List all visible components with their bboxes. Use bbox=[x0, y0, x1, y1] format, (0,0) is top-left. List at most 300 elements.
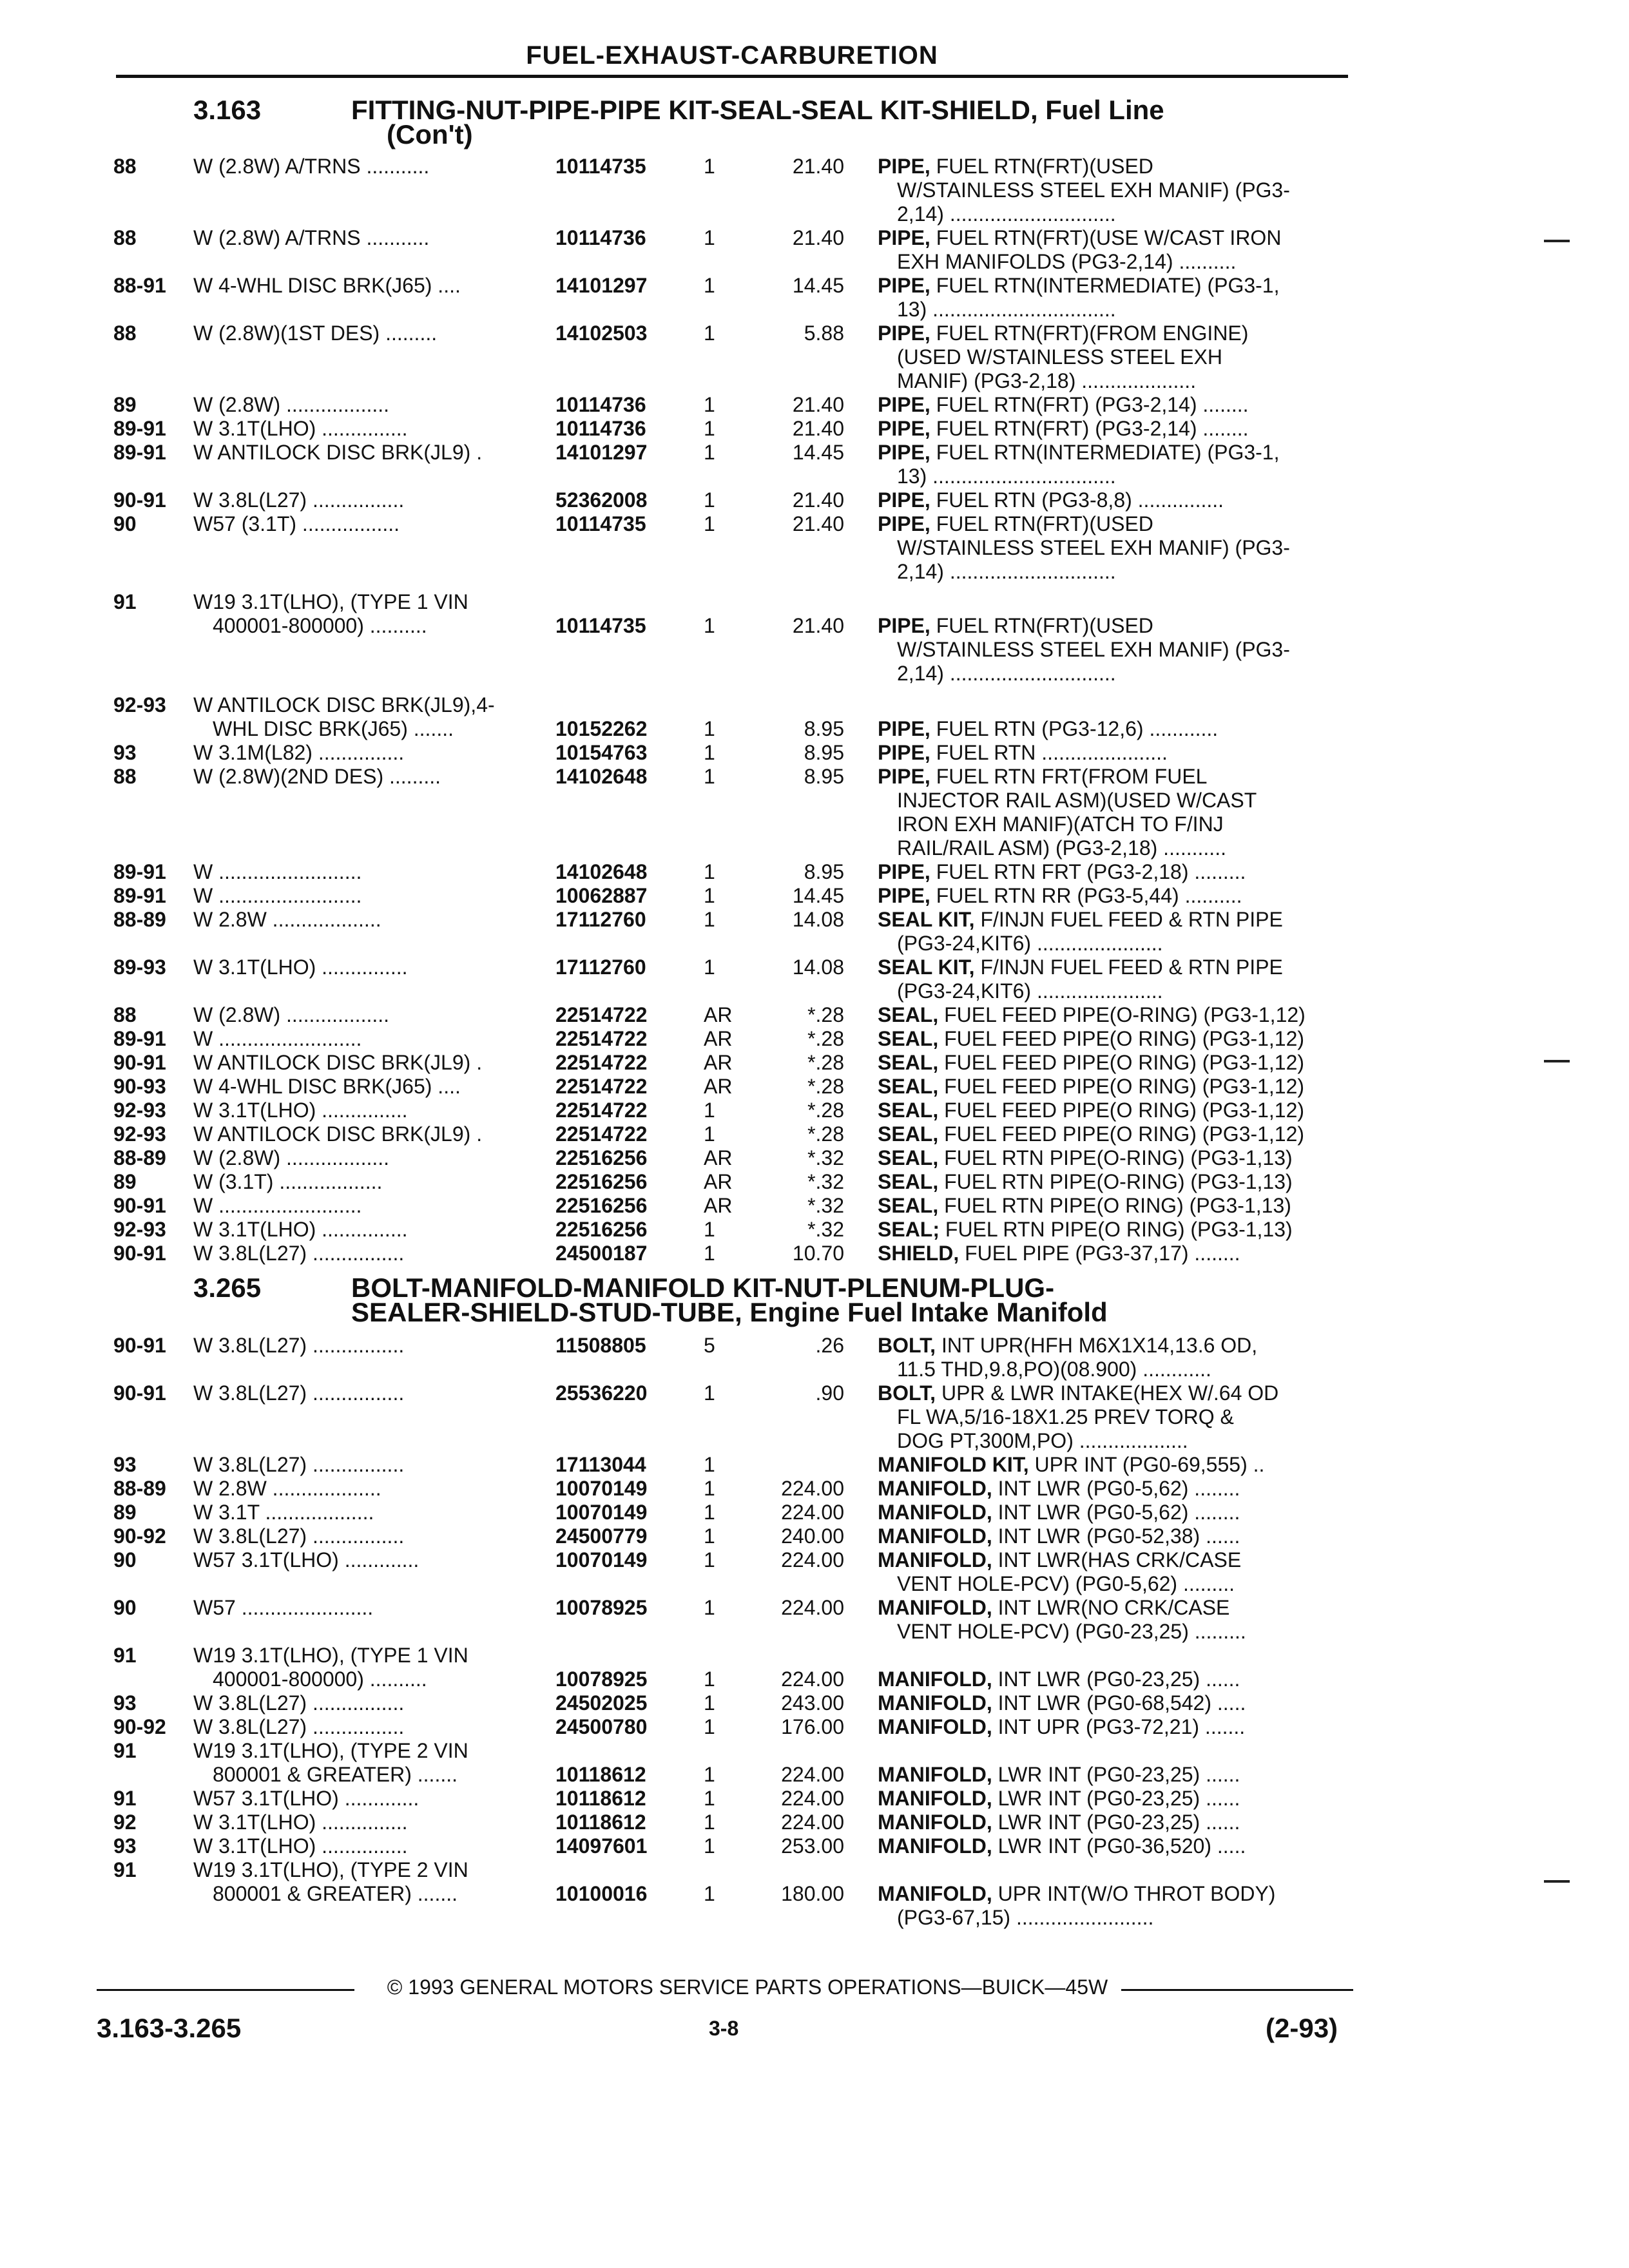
part-description bbox=[878, 322, 1354, 393]
section-title: BOLT-MANIFOLD-MANIFOLD KIT-NUT-PLENUM-PLUG- bbox=[351, 1273, 1055, 1303]
price: 21.40 bbox=[792, 393, 844, 416]
part-detail: FUEL RTN(INTERMEDIATE) (PG3-1, bbox=[936, 274, 1280, 297]
part-description bbox=[878, 1882, 1354, 1930]
part-number: 10114736 bbox=[555, 417, 646, 440]
price: 224.00 bbox=[781, 1477, 844, 1500]
part-detail: INT LWR (PG0-5,62) ........ bbox=[998, 1501, 1240, 1524]
part-description-line bbox=[878, 1429, 1354, 1453]
table-row bbox=[0, 1051, 1629, 1073]
quantity: 1 bbox=[704, 1882, 715, 1905]
application-desc: W ANTILOCK DISC BRK(JL9) . bbox=[193, 441, 483, 464]
model-year: 93 bbox=[113, 741, 137, 764]
section-number: 3.163 bbox=[193, 95, 262, 125]
margin-tick bbox=[1544, 240, 1570, 242]
table-row bbox=[0, 488, 1629, 510]
part-detail: MANIF) (PG3-2,18) .................... bbox=[897, 369, 1197, 392]
model-year: 90 bbox=[113, 1548, 137, 1571]
part-number: 10118612 bbox=[555, 1763, 646, 1786]
part-detail: (PG3-24,KIT6) ...................... bbox=[897, 932, 1163, 955]
part-number: 10078925 bbox=[555, 1667, 648, 1691]
application-desc: W57 3.1T(LHO) ............. bbox=[193, 1787, 419, 1810]
part-detail: EXH MANIFOLDS (PG3-2,14) .......... bbox=[897, 250, 1237, 273]
application-desc: W 3.1T(LHO) ............... bbox=[193, 1218, 408, 1241]
model-year: 89-93 bbox=[113, 956, 166, 979]
part-name: SEAL; bbox=[878, 1218, 940, 1241]
part-description bbox=[878, 1075, 1354, 1099]
price: 253.00 bbox=[781, 1834, 844, 1858]
quantity: 1 bbox=[704, 155, 715, 178]
table-row bbox=[0, 155, 1629, 226]
footer-rule-right bbox=[1121, 1989, 1353, 1991]
table-row bbox=[0, 1075, 1629, 1097]
price: 14.08 bbox=[792, 908, 844, 931]
part-name: SEAL, bbox=[878, 1003, 939, 1026]
part-description-line bbox=[878, 1524, 1354, 1548]
part-description bbox=[878, 1453, 1354, 1477]
part-name: MANIFOLD, bbox=[878, 1763, 992, 1786]
application-desc-cont: WHL DISC BRK(J65) ....... bbox=[213, 717, 454, 740]
quantity: 1 bbox=[704, 908, 715, 931]
part-description-line bbox=[878, 250, 1354, 274]
model-year: 90-91 bbox=[113, 1051, 166, 1074]
price: 8.95 bbox=[804, 717, 844, 740]
quantity: 1 bbox=[704, 1453, 715, 1476]
application-desc: W 2.8W ................... bbox=[193, 908, 381, 931]
price: *.28 bbox=[807, 1003, 844, 1026]
model-year: 88 bbox=[113, 155, 137, 178]
application-desc: W57 (3.1T) ................. bbox=[193, 512, 400, 535]
part-description-line bbox=[878, 1405, 1354, 1429]
price: 176.00 bbox=[781, 1715, 844, 1738]
application-desc-cont: 800001 & GREATER) ....... bbox=[213, 1763, 458, 1786]
table-row bbox=[0, 1787, 1629, 1809]
part-detail: INT LWR (PG0-5,62) ........ bbox=[998, 1477, 1240, 1500]
price: 21.40 bbox=[792, 417, 844, 440]
part-name: MANIFOLD, bbox=[878, 1477, 992, 1500]
price: *.32 bbox=[807, 1194, 844, 1217]
part-detail: (PG3-67,15) ........................ bbox=[897, 1906, 1154, 1929]
model-year: 88-89 bbox=[113, 1146, 166, 1169]
table-row bbox=[0, 1242, 1629, 1264]
part-description bbox=[878, 1501, 1354, 1524]
part-detail: FUEL RTN PIPE(O-RING) (PG3-1,13) bbox=[944, 1146, 1293, 1169]
part-detail: FUEL FEED PIPE(O RING) (PG3-1,12) bbox=[944, 1122, 1305, 1146]
part-name: MANIFOLD, bbox=[878, 1548, 992, 1571]
application-desc: W (2.8W) .................. bbox=[193, 393, 390, 416]
application-desc: W 3.1T(LHO) ............... bbox=[193, 1834, 408, 1858]
application-desc: W19 3.1T(LHO), (TYPE 1 VIN bbox=[193, 1644, 468, 1667]
table-row bbox=[0, 1477, 1629, 1499]
price: *.28 bbox=[807, 1075, 844, 1098]
application-desc: W (2.8W) .................. bbox=[193, 1146, 390, 1169]
part-number: 11508805 bbox=[555, 1334, 646, 1357]
table-row bbox=[0, 693, 1629, 740]
table-row bbox=[0, 1501, 1629, 1523]
part-description-line bbox=[878, 178, 1354, 202]
part-detail: FUEL RTN FRT (PG3-2,18) ......... bbox=[936, 860, 1246, 883]
table-row bbox=[0, 741, 1629, 763]
price: 224.00 bbox=[781, 1596, 844, 1619]
model-year: 89-91 bbox=[113, 860, 166, 883]
part-name: PIPE, bbox=[878, 155, 930, 178]
part-detail: FUEL FEED PIPE(O RING) (PG3-1,12) bbox=[944, 1099, 1305, 1122]
part-description-line bbox=[878, 789, 1354, 812]
part-detail: 2,14) ............................. bbox=[897, 202, 1116, 226]
application-desc: W ......................... bbox=[193, 1194, 362, 1217]
table-row bbox=[0, 1453, 1629, 1475]
part-description-line bbox=[878, 908, 1354, 932]
application-desc: W 3.1T ................... bbox=[193, 1501, 374, 1524]
table-row bbox=[0, 1858, 1629, 1929]
quantity: 1 bbox=[704, 614, 715, 637]
model-year: 88 bbox=[113, 322, 137, 345]
model-year: 89-91 bbox=[113, 417, 166, 440]
quantity: 1 bbox=[704, 512, 715, 535]
model-year: 88-91 bbox=[113, 274, 166, 297]
part-number: 10062887 bbox=[555, 884, 648, 907]
price: 21.40 bbox=[792, 226, 844, 249]
price: .90 bbox=[815, 1381, 844, 1405]
application-desc: W 3.1T(LHO) ............... bbox=[193, 417, 408, 440]
part-description bbox=[878, 488, 1354, 512]
part-description-line bbox=[878, 1501, 1354, 1524]
quantity: 1 bbox=[704, 860, 715, 883]
part-number: 10154763 bbox=[555, 741, 648, 764]
model-year: 89-91 bbox=[113, 441, 166, 464]
part-description-line bbox=[878, 1453, 1354, 1477]
part-name: PIPE, bbox=[878, 322, 930, 345]
application-desc: W 3.8L(L27) ................ bbox=[193, 1453, 405, 1476]
part-detail: FUEL PIPE (PG3-37,17) ........ bbox=[965, 1242, 1240, 1265]
part-description-line bbox=[878, 1075, 1354, 1099]
part-description bbox=[878, 1477, 1354, 1501]
part-number: 10100016 bbox=[555, 1882, 648, 1905]
part-name: BOLT, bbox=[878, 1381, 936, 1405]
part-description bbox=[878, 441, 1354, 488]
table-row bbox=[0, 908, 1629, 955]
application-desc: W 3.8L(L27) ................ bbox=[193, 1691, 405, 1715]
quantity: AR bbox=[704, 1194, 733, 1217]
price: *.28 bbox=[807, 1027, 844, 1050]
quantity: AR bbox=[704, 1075, 733, 1098]
price: 224.00 bbox=[781, 1763, 844, 1786]
model-year: 91 bbox=[113, 1644, 137, 1667]
application-desc: W ......................... bbox=[193, 884, 362, 907]
part-number: 14102503 bbox=[555, 322, 648, 345]
part-description-line bbox=[878, 1906, 1354, 1930]
part-detail: FUEL RTN(FRT)(USED bbox=[936, 155, 1153, 178]
model-year: 91 bbox=[113, 1858, 137, 1881]
part-description-line bbox=[878, 979, 1354, 1003]
part-detail: FUEL RTN PIPE(O RING) (PG3-1,13) bbox=[945, 1218, 1293, 1241]
part-number: 10118612 bbox=[555, 1811, 646, 1834]
part-detail: 13) ................................ bbox=[897, 465, 1116, 488]
page-title: FUEL-EXHAUST-CARBURETION bbox=[526, 41, 938, 70]
part-detail: RAIL/RAIL ASM) (PG3-2,18) ........... bbox=[897, 836, 1226, 860]
part-description-line bbox=[878, 536, 1354, 560]
quantity: 1 bbox=[704, 1524, 715, 1548]
table-row bbox=[0, 1027, 1629, 1049]
part-detail: FUEL RTN(FRT) (PG3-2,14) ........ bbox=[936, 393, 1249, 416]
part-description bbox=[878, 765, 1354, 860]
table-row bbox=[0, 274, 1629, 321]
part-number: 25536220 bbox=[555, 1381, 648, 1405]
part-description-line bbox=[878, 717, 1354, 741]
part-detail: VENT HOLE-PCV) (PG0-5,62) ......... bbox=[897, 1572, 1235, 1595]
part-name: MANIFOLD KIT, bbox=[878, 1453, 1029, 1476]
application-desc-cont: 400001-800000) .......... bbox=[213, 1667, 427, 1691]
price: .26 bbox=[815, 1334, 844, 1357]
part-description bbox=[878, 1834, 1354, 1858]
part-name: PIPE, bbox=[878, 741, 930, 764]
part-description bbox=[878, 1242, 1354, 1265]
part-name: PIPE, bbox=[878, 417, 930, 440]
part-description-line bbox=[878, 741, 1354, 765]
part-description bbox=[878, 1667, 1354, 1691]
application-desc: W 3.8L(L27) ................ bbox=[193, 488, 405, 512]
part-description-line bbox=[878, 465, 1354, 488]
part-name: MANIFOLD, bbox=[878, 1715, 992, 1738]
quantity: 1 bbox=[704, 1834, 715, 1858]
part-detail: W/STAINLESS STEEL EXH MANIF) (PG3- bbox=[897, 178, 1290, 202]
quantity: 1 bbox=[704, 1787, 715, 1810]
application-desc: W 3.1T(LHO) ............... bbox=[193, 956, 408, 979]
quantity: 1 bbox=[704, 1381, 715, 1405]
application-desc: W (3.1T) .................. bbox=[193, 1170, 383, 1193]
price: 224.00 bbox=[781, 1667, 844, 1691]
table-row bbox=[0, 1122, 1629, 1144]
part-description-line bbox=[878, 1620, 1354, 1644]
section-title: FITTING-NUT-PIPE-PIPE KIT-SEAL-SEAL KIT-SHIELD, Fuel Line bbox=[351, 95, 1164, 125]
part-description bbox=[878, 1051, 1354, 1075]
quantity: AR bbox=[704, 1170, 733, 1193]
price: *.28 bbox=[807, 1099, 844, 1122]
part-description bbox=[878, 1170, 1354, 1194]
quantity: 1 bbox=[704, 1691, 715, 1715]
price: *.32 bbox=[807, 1146, 844, 1169]
model-year: 92 bbox=[113, 1811, 137, 1834]
application-desc: W (2.8W) .................. bbox=[193, 1003, 390, 1026]
part-number: 10114735 bbox=[555, 512, 646, 535]
part-name: MANIFOLD, bbox=[878, 1501, 992, 1524]
part-detail: 13) ................................ bbox=[897, 298, 1116, 321]
part-description bbox=[878, 1787, 1354, 1811]
price: 240.00 bbox=[781, 1524, 844, 1548]
part-description-line bbox=[878, 1787, 1354, 1811]
table-row bbox=[0, 1644, 1629, 1691]
part-description bbox=[878, 1218, 1354, 1242]
part-description bbox=[878, 1099, 1354, 1122]
part-name: MANIFOLD, bbox=[878, 1882, 992, 1905]
part-description-line bbox=[878, 1218, 1354, 1242]
model-year: 92-93 bbox=[113, 1218, 166, 1241]
application-desc: W ......................... bbox=[193, 860, 362, 883]
part-description-line bbox=[878, 1811, 1354, 1834]
part-number: 10114736 bbox=[555, 393, 646, 416]
quantity: 1 bbox=[704, 1099, 715, 1122]
quantity: 1 bbox=[704, 1596, 715, 1619]
part-detail: UPR INT(W/O THROT BODY) bbox=[998, 1882, 1276, 1905]
price: 8.95 bbox=[804, 860, 844, 883]
part-number: 22514722 bbox=[555, 1075, 648, 1098]
part-name: PIPE, bbox=[878, 441, 930, 464]
model-year: 92-93 bbox=[113, 1099, 166, 1122]
part-detail: FUEL RTN(FRT)(USED bbox=[936, 614, 1153, 637]
part-name: MANIFOLD, bbox=[878, 1667, 992, 1691]
part-description-line bbox=[878, 662, 1354, 686]
part-detail: INT UPR(HFH M6X1X14,13.6 OD, bbox=[941, 1334, 1258, 1357]
model-year: 88 bbox=[113, 765, 137, 788]
part-description bbox=[878, 717, 1354, 741]
part-description-line bbox=[878, 1763, 1354, 1787]
part-description-line bbox=[878, 1027, 1354, 1051]
part-number: 22514722 bbox=[555, 1003, 648, 1026]
quantity: 1 bbox=[704, 1715, 715, 1738]
model-year: 90 bbox=[113, 1596, 137, 1619]
price: *.32 bbox=[807, 1218, 844, 1241]
part-description-line bbox=[878, 226, 1354, 250]
quantity: 5 bbox=[704, 1334, 715, 1357]
part-description bbox=[878, 1146, 1354, 1170]
part-description-line bbox=[878, 884, 1354, 908]
table-row bbox=[0, 1194, 1629, 1216]
part-number: 22516256 bbox=[555, 1170, 648, 1193]
part-detail: 2,14) ............................. bbox=[897, 662, 1116, 685]
part-detail: (PG3-24,KIT6) ...................... bbox=[897, 979, 1163, 1003]
part-description-line bbox=[878, 1122, 1354, 1146]
part-number: 10114736 bbox=[555, 226, 646, 249]
part-name: MANIFOLD, bbox=[878, 1811, 992, 1834]
part-description bbox=[878, 393, 1354, 417]
table-row bbox=[0, 860, 1629, 882]
quantity: 1 bbox=[704, 226, 715, 249]
part-description-line bbox=[878, 614, 1354, 638]
model-year: 89-91 bbox=[113, 1027, 166, 1050]
table-row bbox=[0, 1099, 1629, 1120]
part-description-line bbox=[878, 1596, 1354, 1620]
part-detail: 11.5 THD,9.8,PO)(08.900) ............ bbox=[897, 1358, 1211, 1381]
table-row bbox=[0, 1548, 1629, 1595]
price: 10.70 bbox=[792, 1242, 844, 1265]
model-year: 88 bbox=[113, 1003, 137, 1026]
model-year: 88 bbox=[113, 226, 137, 249]
application-desc-cont: 400001-800000) .......... bbox=[213, 614, 427, 637]
part-description bbox=[878, 155, 1354, 226]
table-row bbox=[0, 417, 1629, 439]
part-name: PIPE, bbox=[878, 860, 930, 883]
part-name: PIPE, bbox=[878, 226, 930, 249]
model-year: 90-91 bbox=[113, 488, 166, 512]
application-desc: W 3.1M(L82) ............... bbox=[193, 741, 405, 764]
part-detail: FUEL FEED PIPE(O RING) (PG3-1,12) bbox=[944, 1027, 1305, 1050]
section-number: 3.265 bbox=[193, 1273, 262, 1303]
part-name: PIPE, bbox=[878, 488, 930, 512]
quantity: 1 bbox=[704, 1763, 715, 1786]
part-number: 10070149 bbox=[555, 1477, 648, 1500]
part-detail: VENT HOLE-PCV) (PG0-23,25) ......... bbox=[897, 1620, 1246, 1643]
section-subtitle: SEALER-SHIELD-STUD-TUBE, Engine Fuel Intake Manifold bbox=[351, 1297, 1108, 1327]
application-desc: W 3.1T(LHO) ............... bbox=[193, 1099, 408, 1122]
table-row bbox=[0, 1691, 1629, 1713]
part-detail: INT LWR(HAS CRK/CASE bbox=[998, 1548, 1242, 1571]
part-description-line bbox=[878, 1715, 1354, 1739]
application-desc: W ......................... bbox=[193, 1027, 362, 1050]
part-detail: IRON EXH MANIF)(ATCH TO F/INJ bbox=[897, 812, 1224, 836]
part-number: 22514722 bbox=[555, 1122, 648, 1146]
part-description-line bbox=[878, 1146, 1354, 1170]
part-description-line bbox=[878, 345, 1354, 369]
model-year: 93 bbox=[113, 1453, 137, 1476]
model-year: 91 bbox=[113, 1787, 137, 1810]
part-number: 22516256 bbox=[555, 1218, 648, 1241]
part-name: SEAL KIT, bbox=[878, 956, 975, 979]
part-description bbox=[878, 274, 1354, 322]
table-row bbox=[0, 590, 1629, 685]
quantity: 1 bbox=[704, 741, 715, 764]
part-description-line bbox=[878, 369, 1354, 393]
header-rule bbox=[116, 75, 1348, 78]
application-desc: W 3.8L(L27) ................ bbox=[193, 1381, 405, 1405]
part-description bbox=[878, 1596, 1354, 1644]
part-description bbox=[878, 1027, 1354, 1051]
model-year: 90-92 bbox=[113, 1524, 166, 1548]
table-row bbox=[0, 1739, 1629, 1786]
application-desc: W (2.8W) A/TRNS ........... bbox=[193, 226, 430, 249]
price: 8.95 bbox=[804, 741, 844, 764]
footer-copyright: © 1993 GENERAL MOTORS SERVICE PARTS OPERATIONS—BUICK—45W bbox=[387, 1975, 1108, 1999]
quantity: 1 bbox=[704, 765, 715, 788]
model-year: 90-91 bbox=[113, 1381, 166, 1405]
part-name: PIPE, bbox=[878, 393, 930, 416]
part-number: 24500779 bbox=[555, 1524, 648, 1548]
quantity: 1 bbox=[704, 1477, 715, 1500]
price: 224.00 bbox=[781, 1787, 844, 1810]
quantity: 1 bbox=[704, 417, 715, 440]
part-description-line bbox=[878, 836, 1354, 860]
part-name: SEAL KIT, bbox=[878, 908, 975, 931]
part-detail: INT LWR (PG0-52,38) ...... bbox=[998, 1524, 1240, 1548]
part-description bbox=[878, 1548, 1354, 1596]
part-description-line bbox=[878, 1381, 1354, 1405]
part-detail: FUEL RTN(FRT)(FROM ENGINE) bbox=[936, 322, 1249, 345]
part-description-line bbox=[878, 1099, 1354, 1122]
part-description-line bbox=[878, 1548, 1354, 1572]
application-desc: W19 3.1T(LHO), (TYPE 2 VIN bbox=[193, 1858, 468, 1881]
part-number: 17112760 bbox=[555, 956, 646, 979]
part-description bbox=[878, 1381, 1354, 1453]
model-year: 92-93 bbox=[113, 693, 166, 716]
part-description-line bbox=[878, 488, 1354, 512]
part-detail: FUEL RTN(FRT)(USE W/CAST IRON bbox=[936, 226, 1282, 249]
application-desc: W 3.8L(L27) ................ bbox=[193, 1524, 405, 1548]
part-number: 10118612 bbox=[555, 1787, 646, 1810]
application-desc: W 4-WHL DISC BRK(J65) .... bbox=[193, 274, 461, 297]
part-number: 14102648 bbox=[555, 860, 648, 883]
part-description-line bbox=[878, 932, 1354, 956]
part-detail: W/STAINLESS STEEL EXH MANIF) (PG3- bbox=[897, 638, 1290, 661]
part-description-line bbox=[878, 765, 1354, 789]
part-detail: F/INJN FUEL FEED & RTN PIPE bbox=[980, 956, 1283, 979]
quantity: 1 bbox=[704, 1122, 715, 1146]
part-detail: FUEL FEED PIPE(O RING) (PG3-1,12) bbox=[944, 1075, 1305, 1098]
part-description bbox=[878, 956, 1354, 1003]
part-name: SEAL, bbox=[878, 1122, 939, 1146]
part-detail: FL WA,5/16-18X1.25 PREV TORQ & bbox=[897, 1405, 1234, 1428]
quantity: 1 bbox=[704, 441, 715, 464]
part-description bbox=[878, 512, 1354, 584]
part-description-line bbox=[878, 1667, 1354, 1691]
part-name: BOLT, bbox=[878, 1334, 936, 1357]
